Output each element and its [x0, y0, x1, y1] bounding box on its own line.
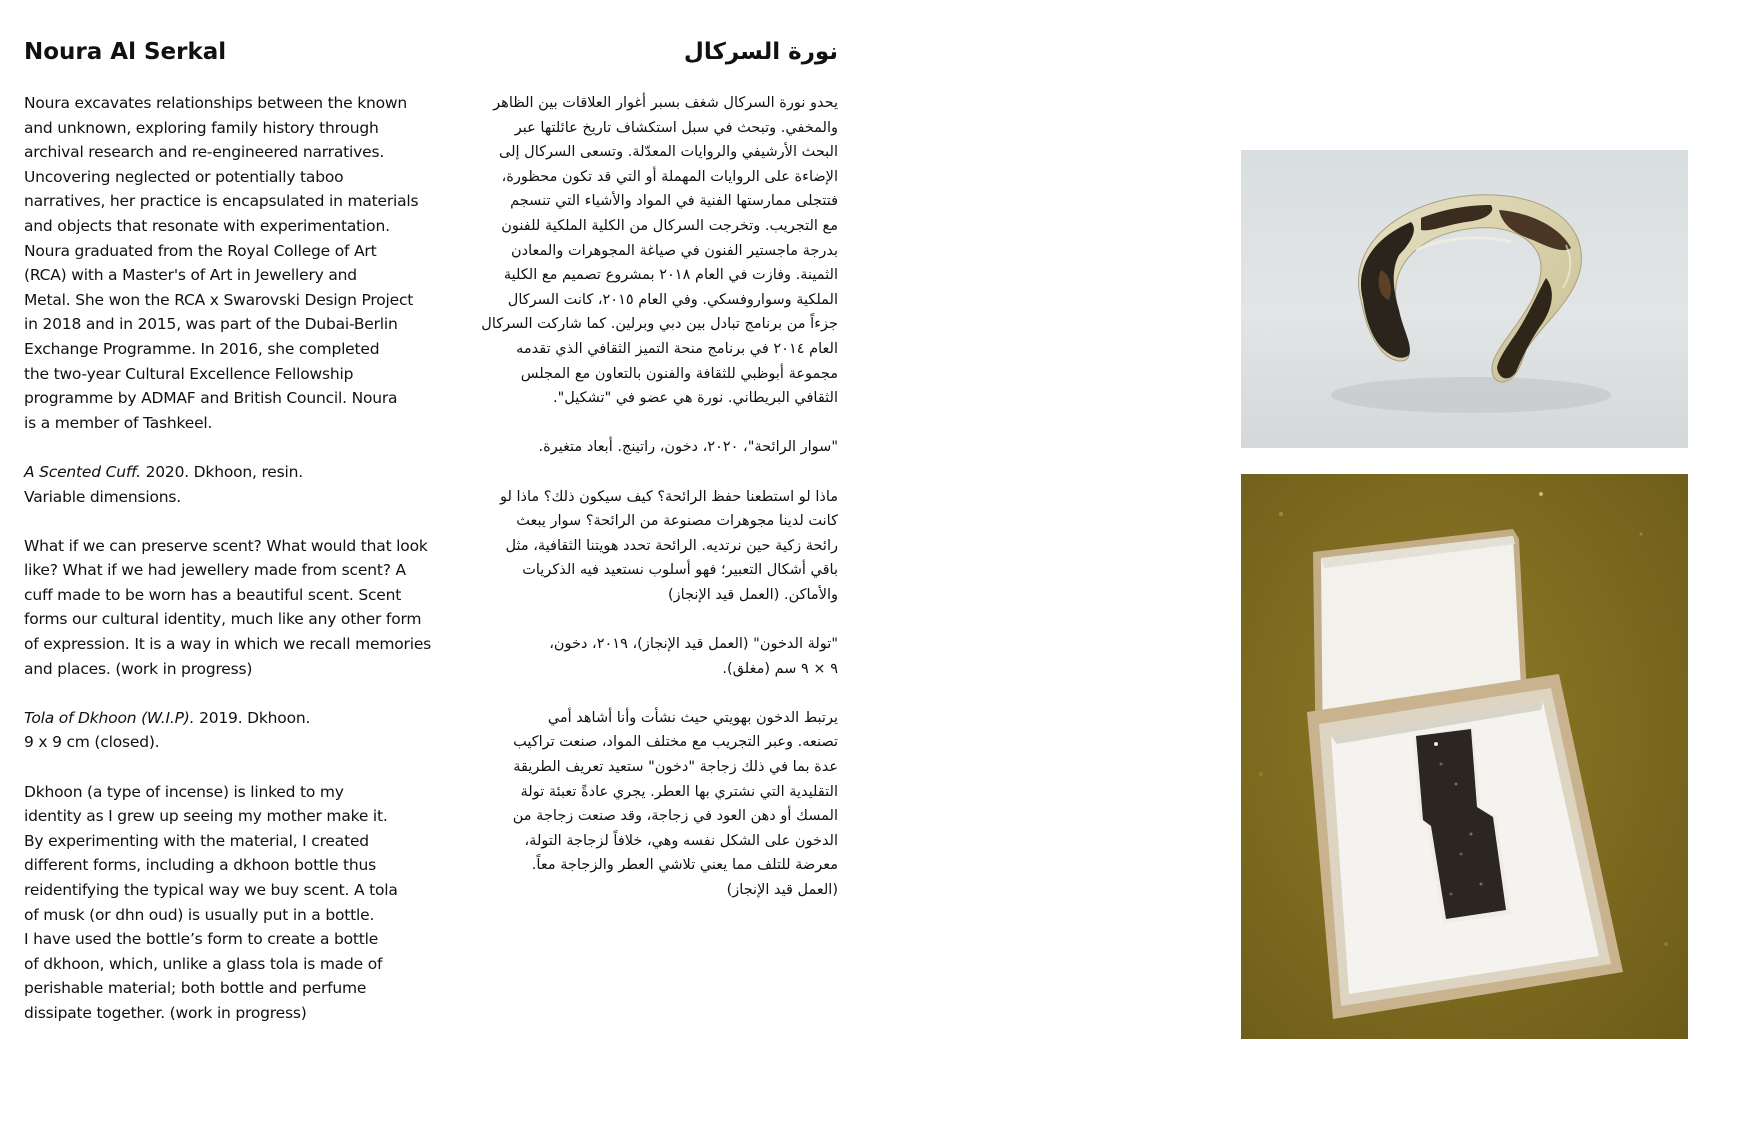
- work1-desc-line-ar: والأماكن. (العمل قيد الإنجاز): [667, 586, 838, 603]
- work2-desc-line-ar: المسك أو دهن العود في زجاجة، وقد صنعت زجاجة من: [512, 808, 838, 825]
- resin-cuff-photo: [1241, 150, 1688, 448]
- bio-line: the two-year Cultural Excellence Fellowship: [24, 364, 354, 383]
- work2-desc-line-ar: (العمل قيد الإنجاز): [726, 882, 838, 898]
- work1-desc-line-ar: رائحة زكية حين نرتديه. الرائحة تحدد هويتنا الثقافية، مثل: [505, 537, 838, 554]
- work2-caption-line-ar: "تولة الدخون" (العمل قيد الإنجاز)، ٢٠١٩، دخون،: [549, 636, 838, 653]
- work1-description-english: [24, 534, 432, 682]
- bio-line-ar: جزءاً من برنامج تبادل بين دبي وبرلين. كما شاركت السركال: [481, 316, 838, 333]
- work1-desc-line: like? What if we had jewellery made from scent? A: [24, 561, 406, 580]
- work2-details: 2019. Dkhoon.: [194, 708, 311, 727]
- work2-desc-line: I have used the bottle’s form to create a bottle: [24, 930, 379, 949]
- bio-line-ar: مع التجريب. وتخرجت السركال من الكلية الملكية للفنون: [501, 217, 838, 234]
- work2-title: Tola of Dkhoon (W.I.P).: [24, 708, 195, 727]
- work2-caption-arabic: [440, 632, 838, 681]
- work1-desc-line-ar: باقي أشكال التعبير؛ فهو أسلوب نستعيد فيه الذكريات: [522, 562, 838, 579]
- dkhoon-box-illustration: [1241, 474, 1688, 1039]
- bio-line: Uncovering neglected or potentially taboo: [24, 167, 344, 186]
- work1-desc-line: of expression. It is a way in which we recall memories: [24, 635, 432, 654]
- work2-caption-line-ar: ٩ × ٩ سم (مغلق).: [722, 660, 838, 677]
- work1-desc-line: What if we can preserve scent? What would that look: [24, 536, 428, 555]
- work2-title-line: [24, 706, 429, 731]
- work2-desc-line: By experimenting with the material, I created: [24, 831, 369, 850]
- bio-line-ar: الثمينة. وفازت في العام ٢٠١٨ بمشروع تصميم مع الكلية: [503, 267, 838, 284]
- work1-caption-english: [24, 460, 429, 509]
- resin-cuff-illustration: [1241, 150, 1688, 448]
- bio-line: Exchange Programme. In 2016, she completed: [24, 339, 380, 358]
- work2-desc-line: different forms, including a dkhoon bottle thus: [24, 856, 377, 875]
- bio-line: (RCA) with a Master's of Art in Jewellery and: [24, 266, 357, 285]
- work2-desc-line: Dkhoon (a type of incense) is linked to my: [24, 782, 344, 801]
- work2-dimensions: 9 x 9 cm (closed).: [24, 733, 160, 752]
- artist-name-english: Noura Al Serkal: [24, 39, 227, 65]
- bio-line-ar: الثقافي البريطاني. نورة هي عضو في "تشكيل".: [552, 390, 838, 407]
- work1-dimensions: Variable dimensions.: [24, 487, 181, 506]
- english-column: [24, 36, 432, 1050]
- bio-line-ar: العام ٢٠١٤ في برنامج منحة التميز الثقافي الذي تقدمه: [516, 340, 838, 357]
- work2-caption-english: [24, 706, 429, 755]
- work1-desc-line-ar: كانت لدينا مجوهرات مصنوعة من الرائحة؟ سوار يبعث: [516, 513, 838, 530]
- bio-line: is a member of Tashkeel.: [24, 413, 213, 432]
- artist-name-arabic: نورة السركال: [683, 39, 838, 65]
- bio-line-ar: مجموعة أبوظبي للثقافة والفنون بالتعاون مع المجلس: [520, 365, 838, 382]
- work1-caption-arabic: [440, 435, 838, 460]
- work2-desc-line-ar: معرضة للتلف مما يعني تلاشي العطر والزجاجة معاً.: [531, 857, 838, 874]
- work1-desc-line-ar: ماذا لو استطعنا حفظ الرائحة؟ كيف سيكون ذلك؟ ماذا لو: [499, 488, 838, 505]
- work1-details: 2020. Dkhoon, resin.: [140, 462, 303, 481]
- work1-description-arabic: [440, 485, 838, 608]
- work2-desc-line: of musk (or dhn oud) is usually put in a bottle.: [24, 905, 375, 924]
- bio-line: Metal. She won the RCA x Swarovski Design Project: [24, 290, 414, 309]
- bio-line-ar: بدرجة ماجستير الفنون في صياغة المجوهرات والمعادن: [510, 242, 838, 259]
- bio-english: [24, 91, 429, 435]
- work1-title-line: [24, 460, 429, 485]
- work2-desc-line-ar: يرتبط الدخون بهويتي حيث نشأت وأنا أشاهد أمي: [547, 709, 838, 726]
- bio-line: and objects that resonate with experimentation.: [24, 216, 390, 235]
- work1-title: A Scented Cuff.: [24, 462, 141, 481]
- work2-desc-line-ar: عدة بما في ذلك زجاجة "دخون" ستعيد تعريف الطريقة: [513, 759, 838, 776]
- bio-line: Noura excavates relationships between the known: [24, 94, 407, 112]
- work1-desc-line: cuff made to be worn has a beautiful scent. Scent: [24, 585, 402, 604]
- work2-desc-line: perishable material; both bottle and perfume: [24, 979, 367, 998]
- arabic-column: [440, 36, 838, 927]
- work2-desc-line-ar: التقليدية التي نشتري بها العطر. يجري عادةً تعبئة تولة: [520, 783, 838, 800]
- bio-line: archival research and re-engineered narratives.: [24, 143, 385, 162]
- bio-line: and unknown, exploring family history through: [24, 118, 379, 137]
- bio-line-ar: الإضاءة على الروايات المهملة أو التي قد تكون محظورة،: [501, 168, 838, 185]
- work1-caption-line-ar: "سوار الرائحة"، ٢٠٢٠، دخون، راتينج. أبعاد متغيرة.: [538, 439, 838, 456]
- work2-desc-line-ar: الدخون على الشكل نفسه وهي، خلافاً لزجاجة التولة،: [524, 832, 838, 849]
- work2-desc-line: dissipate together. (work in progress): [24, 1003, 307, 1022]
- work2-desc-line: reidentifying the typical way we buy scent. A tola: [24, 881, 398, 899]
- work2-desc-line: of dkhoon, which, unlike a glass tola is made of: [24, 954, 383, 973]
- dkhoon-box-photo: [1241, 474, 1688, 1039]
- work2-desc-line: identity as I grew up seeing my mother make it.: [24, 807, 388, 826]
- work2-desc-line-ar: تصنعه. وعبر التجريب مع مختلف المواد، صنعت تراكيب: [513, 734, 838, 751]
- bio-arabic: [440, 91, 838, 411]
- bio-line-ar: والمخفي. وتبحث في سبل استكشاف تاريخ عائلتها عبر: [514, 119, 838, 136]
- bio-line-ar: الملكية وسواروفسكي. وفي العام ٢٠١٥، كانت السركال: [507, 291, 838, 308]
- work1-desc-line: and places. (work in progress): [24, 659, 253, 678]
- bio-line: narratives, her practice is encapsulated in materials: [24, 192, 419, 211]
- bio-line-ar: يحدو نورة السركال شغف بسبر أغوار العلاقات بين الظاهر: [493, 95, 838, 111]
- bio-line-ar: البحث الأرشيفي والروايات المعدّلة. وتسعى السركال إلى: [499, 144, 838, 161]
- bio-line: programme by ADMAF and British Council. Noura: [24, 389, 398, 408]
- work1-desc-line: forms our cultural identity, much like any other form: [24, 610, 422, 629]
- bio-line-ar: فتتجلى ممارستها الفنية في المواد والأشياء التي تنسجم: [510, 193, 838, 210]
- work2-description-arabic: [440, 706, 838, 903]
- work2-description-english: [24, 780, 429, 1026]
- bio-line: in 2018 and in 2015, was part of the Dubai-Berlin: [24, 315, 398, 334]
- bio-line: Noura graduated from the Royal College of Art: [24, 241, 377, 260]
